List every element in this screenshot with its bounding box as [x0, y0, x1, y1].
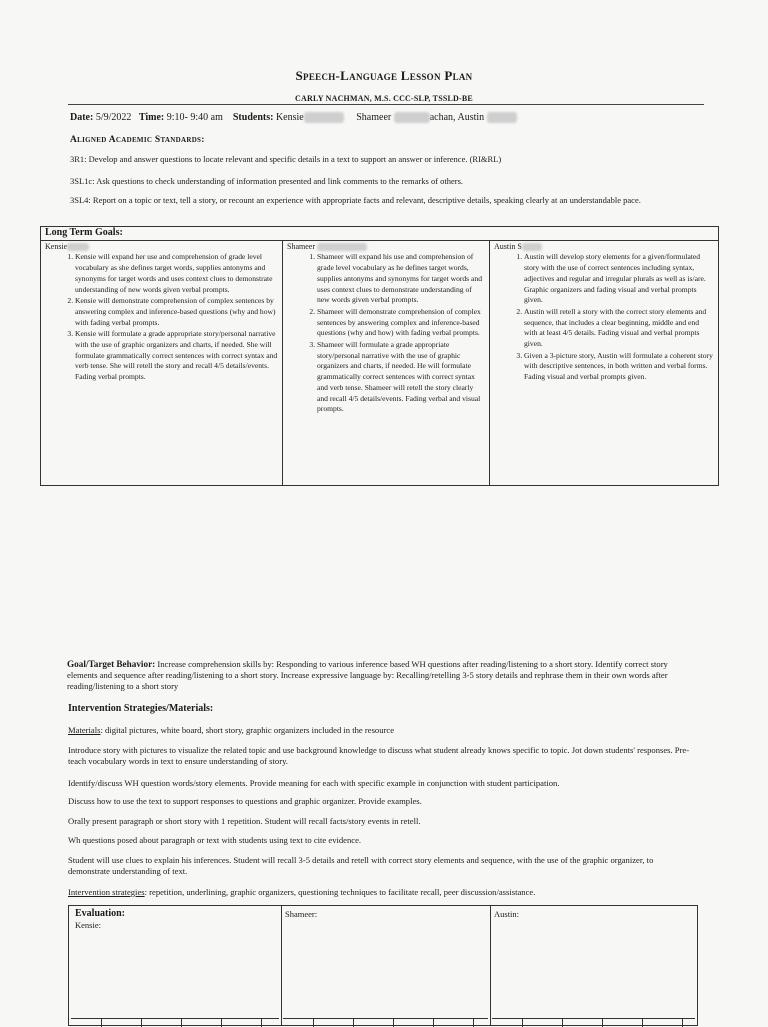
date-label: Date:: [70, 112, 94, 123]
goal-list: [287, 252, 485, 415]
goals-heading: Long Term Goals:: [41, 227, 719, 241]
evaluation-student-label: Austin:: [494, 909, 520, 919]
goals-column-austin: [490, 240, 719, 485]
goal-target-behavior: [67, 659, 687, 693]
data-tally-row: [283, 1018, 488, 1027]
evaluation-column-kensie: [69, 906, 282, 1025]
evaluation-column-shameer: [281, 906, 491, 1025]
evaluation-student-label: Kensie:: [75, 920, 101, 930]
date-value: 5/9/2022: [95, 112, 132, 123]
intervention-paragraph: Introduce story with pictures to visualize the related topic and use background knowledge to discuss what student already knows specific to topic. Jot down students' responses. Pre-teach vocabulary words in text to ensure understanding of story.: [68, 745, 690, 767]
goal-student-name: Kensie: [45, 242, 278, 253]
student-name-2: Shameer: [356, 112, 392, 123]
goal-item: 2. Shameer will demonstrate comprehension of complex sentences by answering complex and inference-based questions (why and how) with fading verbal prompts.: [317, 307, 485, 339]
data-tally-row: [71, 1018, 279, 1027]
student-name-3: Austin: [457, 112, 485, 123]
student-name-1: Kensie: [275, 112, 304, 123]
intervention-paragraph: Identify/discuss WH question words/story elements. Provide meaning for each with specific example in conjunction with student participation.: [68, 778, 560, 788]
materials-line: [68, 725, 692, 736]
goal-item: 1. Austin will develop story elements for a given/formulated story with the use of correct sentences including syntax, adjectives and regular and irregular plurals as well as is/are. Graphic organizers and fading visual and verbal prompts given.: [524, 252, 714, 306]
goal-student-name: Austin S: [494, 242, 714, 253]
goal-student-name: Shameer: [287, 242, 485, 253]
intervention-paragraph: Orally present paragraph or short story with 1 repetition. Student will recall facts/story events in retell.: [68, 816, 421, 826]
redaction-blur: [304, 112, 344, 123]
materials-text: : digital pictures, white board, short story, graphic organizers included in the resource: [100, 725, 395, 735]
students-label: Students:: [232, 112, 274, 123]
goal-list: [45, 252, 278, 382]
goal-item: 1. Kensie will expand her use and comprehension of grade level vocabulary as she defines target words, supplies antonyms and synonyms for target words and uses context clues to demonstrate understanding of new words given verbal prompts.: [75, 252, 278, 295]
standard-item: 3SL1c: Ask questions to check understanding of information presented and link comments to the remarks of others.: [70, 176, 464, 186]
goals-column-shameer: [283, 240, 490, 485]
materials-label: Materials: [68, 725, 101, 735]
goals-column-kensie: [41, 240, 283, 485]
intervention-paragraph: Wh questions posed about paragraph or text with students using text to cite evidence.: [68, 835, 362, 845]
session-info: [70, 112, 517, 123]
standard-item: 3SL4: Report on a topic or text, tell a story, or recount an experience with appropriate facts and relevant, descriptive details, speaking clearly at an understandable pace.: [70, 195, 641, 205]
clinician-credentials: CARLY NACHMAN, M.S. CCC-SLP, TSSLD-BE: [295, 94, 473, 103]
goal-item: 3. Shameer will formulate a grade appropriate story/personal narrative with the use of graphic organizers and charts, if needed. He will formulate grammatically correct sentences with correct syntax and verb tense. Shameer will retell the story clearly and recall 4/5 details/events. Fading verbal and visual prompts.: [317, 340, 485, 415]
goal-item: 2. Kensie will demonstrate comprehension of complex sentences by answering complex and inference-based questions (why and how) with fading verbal prompts.: [75, 296, 278, 328]
strategies-text: : repetition, underlining, graphic organizers, questioning techniques to facilitate recall, peer discussion/assistance.: [144, 887, 536, 897]
goal-item: 3. Kensie will formulate a grade appropriate story/personal narrative with the use of graphic organizers and charts, if needed. She will formulate grammatically correct sentences with correct syntax and verb tense. She will retell the story and recall 4/5 details/events. Fading verbal prompts.: [75, 329, 278, 383]
strategies-line: [68, 887, 692, 898]
time-value: 9:10- 9:40 am: [166, 112, 223, 123]
goal-item: 1. Shameer will expand his use and comprehension of grade level vocabulary as he defines target words, supplies antonyms and synonyms for target words and uses context clues to demonstrate understanding of new words given verbal prompts.: [317, 252, 485, 306]
redaction-blur: [67, 243, 89, 251]
evaluation-table: [68, 905, 698, 1026]
document-title: Speech-Language Lesson Plan: [295, 68, 473, 83]
goal-target-text: Increase comprehension skills by: Responding to various inference based WH questions after reading/listening to a short story. Identify correct story elements and sequence after reading/listening to a short story. Increase expressive language by: Recalling/retelling 3-5 story details and rephrase them in their own words after reading/listening to a short story: [67, 659, 668, 692]
goal-target-label: Goal/Target Behavior:: [67, 659, 156, 669]
goal-item: 2. Austin will retell a story with the correct story elements and sequence, that includes a clear beginning, middle and end with at least 4/5 details. Fading visual and verbal prompts given.: [524, 307, 714, 350]
evaluation-column-austin: [490, 906, 697, 1025]
long-term-goals-table: [40, 226, 719, 486]
redaction-blur: [394, 112, 430, 123]
goal-item: 3. Given a 3-picture story, Austin will formulate a coherent story with descriptive sentences, in both written and verbal forms. Fading visual and verbal prompts given.: [524, 351, 714, 383]
evaluation-heading: Evaluation:: [75, 908, 126, 919]
standards-heading: Aligned Academic Standards:: [70, 135, 205, 145]
redaction-blur: [522, 243, 542, 251]
time-label: Time:: [138, 112, 165, 123]
intervention-paragraph: Discuss how to use the text to support responses to questions and graphic organizer. Provide examples.: [68, 796, 422, 806]
redaction-blur: [487, 112, 517, 123]
evaluation-student-label: Shameer:: [285, 909, 318, 919]
strategies-label: Intervention strategies: [68, 887, 145, 897]
intervention-paragraph: Student will use clues to explain his inferences. Student will recall 3-5 details and retell with correct story elements and sequence, with the use of the graphic organizer, to demonstrate understanding of text.: [68, 855, 654, 877]
intervention-heading: Intervention Strategies/Materials:: [68, 703, 214, 714]
student-name-2-suffix: achan,: [429, 112, 456, 123]
standard-item: 3R1: Develop and answer questions to locate relevant and specific details in a text to support an answer or inference. (RI&RL): [70, 154, 502, 164]
goal-list: [494, 252, 714, 382]
header-divider: [68, 104, 704, 105]
redaction-blur: [317, 243, 367, 251]
data-tally-row: [492, 1018, 695, 1027]
